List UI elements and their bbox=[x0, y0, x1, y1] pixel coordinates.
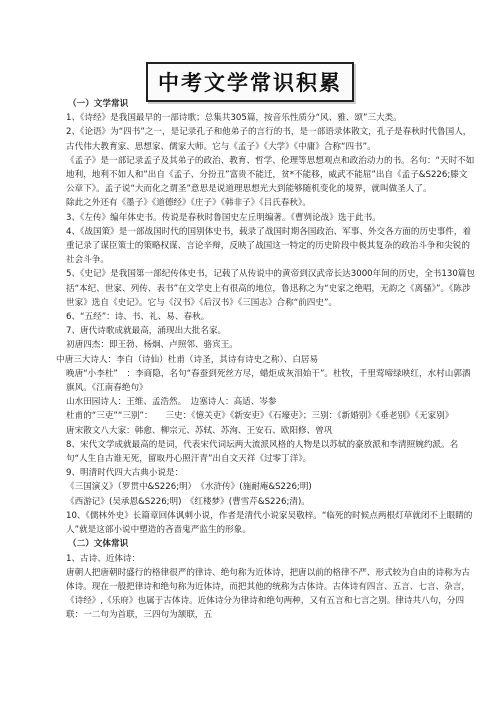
paragraph: 唐朝人把唐朝时盛行的格律很严的律诗、绝句称为近体诗，把唐以前的格律不严、形式较为自由的诗称为古体诗。现在一般把律诗和绝句称为近体诗，而把其他的统称为古体诗。古体诗有四言、五言、七言、杂言，《诗经》,《乐府》也属于古体诗。近体诗分为律诗和绝句两种，又有五言和七言之别。律诗共八句，分四联：一二句为首联，三四句为颔联，五 bbox=[66, 567, 470, 621]
paragraph: 5、《史记》是我国第一部纪传体史书，记载了从传说中的黄帝到汉武帝长达3000年间的历史，全书130篇包括“本纪、世家、列传、表书”在文学史上有很高的地位，鲁迅称之为“史家之绝唱，无韵之《离骚》”。《陈涉世家》选自《史记》。它与《汉书》《后汉书》《三国志》合称“前四史”。 bbox=[66, 269, 475, 308]
paragraph: 1、古诗、近体诗： bbox=[66, 553, 141, 564]
paragraph: 9、明清时代四大古典小说是： bbox=[66, 468, 184, 479]
title-area bbox=[0, 62, 500, 102]
paragraph: 3、《左传》编年体史书。传说是春秋时鲁国史左丘明编著。《曹刿论战》选于此书。 bbox=[66, 212, 381, 223]
paragraph: 4、《战国策》是一部战国时代的国别体史书，载录了战国时期各国政治、军事、外交各方面的历史事件，着重记录了谋臣策士的策略权谋、言论辛辩，反映了战国这一特定的历史阶段中极其复杂的政治斗争和尖锐的社会斗争。 bbox=[66, 226, 472, 266]
paragraph: 1、《诗经》是我国最早的一部诗歌；总集共305篇，按音乐性质分“风、雅、颂”三大类。 bbox=[66, 113, 402, 124]
paragraph: 《孟子》是一部记录孟子及其弟子的政治、教育、哲学、伦理等思想观点和政治动力的书。名句：“天时不如地利，地利不如人和”出自《孟子、分扮丑”富贵不能迁，贫*不能移，威武不能屈”出自《孟子&S226;滕文公章下》。孟子说“大而化之谓圣”意思是说道理思想光大到能够随机变化的境界，就叫做圣人了。 bbox=[66, 155, 475, 195]
section-heading: （一）文学常识 bbox=[68, 99, 129, 109]
paragraph: 山水田园诗人：王维、孟浩然。 边塞诗人：高适、岑参 bbox=[66, 397, 277, 408]
paragraph: 初唐四杰：即王勃、杨炯、卢照邻、骆宾王。 bbox=[66, 340, 238, 351]
paragraph: 《西游记》(吴承恩&S226;明) 《红楼梦》(曹雪芹&S226;清)。 bbox=[66, 496, 310, 507]
page-title: 中考文学常识积累 bbox=[146, 62, 354, 102]
paragraph: 杜甫的“三吏”“三别”： 三史：《憶关吏》《新安吏》《石壕吏》；三别：《新婚别》《垂老别》《无家别》 bbox=[66, 411, 454, 422]
document-body bbox=[56, 97, 476, 623]
section-heading: （二）文体常识 bbox=[68, 539, 129, 550]
paragraph: 唐宋散文八大家：韩愈、柳宗元、苏轼、苏洵、王安石、欧阳修、曾巩 bbox=[66, 425, 333, 436]
paragraph: 8、宋代文学成就最高的是词，代表宋代词坛两大流派风格的人物是以苏轼的豪放派和李清照婉约派。名句“人生自古谁无死，留取丹心照汗青”出自文天祥《过零丁洋》。 bbox=[66, 439, 459, 465]
paragraph: 晚唐“小李杜” ：李商隐，名句“春蚕到死丝方尽，蜡炬成灰泪始干”。杜牧，千里莺啼绿映红，水村山郭酒旗风。《江南春绝句》 bbox=[66, 368, 471, 394]
paragraph: 6、“五经”：诗、书、礼、易、春秋。 bbox=[66, 312, 210, 323]
paragraph: 10、《儒林外史》长篇章回体讽刺小说，作者是清代小说家吴敬梓。“临死的时候点两根灯草就闭不上眼睛的人”就是这部小说中塑造的吝啬鬼严监生的形象。 bbox=[66, 510, 473, 536]
paragraph: 2、《论语》为“四书”之一，是记录孔子和他弟子的言行的书，是一部语录体散文，孔子是春秋时代鲁国人，古代伟大教育家、思想家、儒家大师。它与《孟子》《大学》《中庸》合称“四书”。 bbox=[66, 127, 472, 152]
paragraph: 中唐三大诗人：李白（诗仙）杜甫（诗圣，其诗有诗史之称）、白居易 bbox=[56, 354, 319, 365]
paragraph: 《三国演义》（罗贯中&S226;明） 《水浒传》(施耐庵&S226;明) bbox=[66, 482, 312, 493]
paragraph: 7、唐代诗歌成就最高，涌现出大批名家。 bbox=[66, 326, 227, 337]
paragraph: 除此之外还有《墨子》《道德经》《庄子》《韩非子》《吕氏春秋》。 bbox=[66, 198, 311, 209]
